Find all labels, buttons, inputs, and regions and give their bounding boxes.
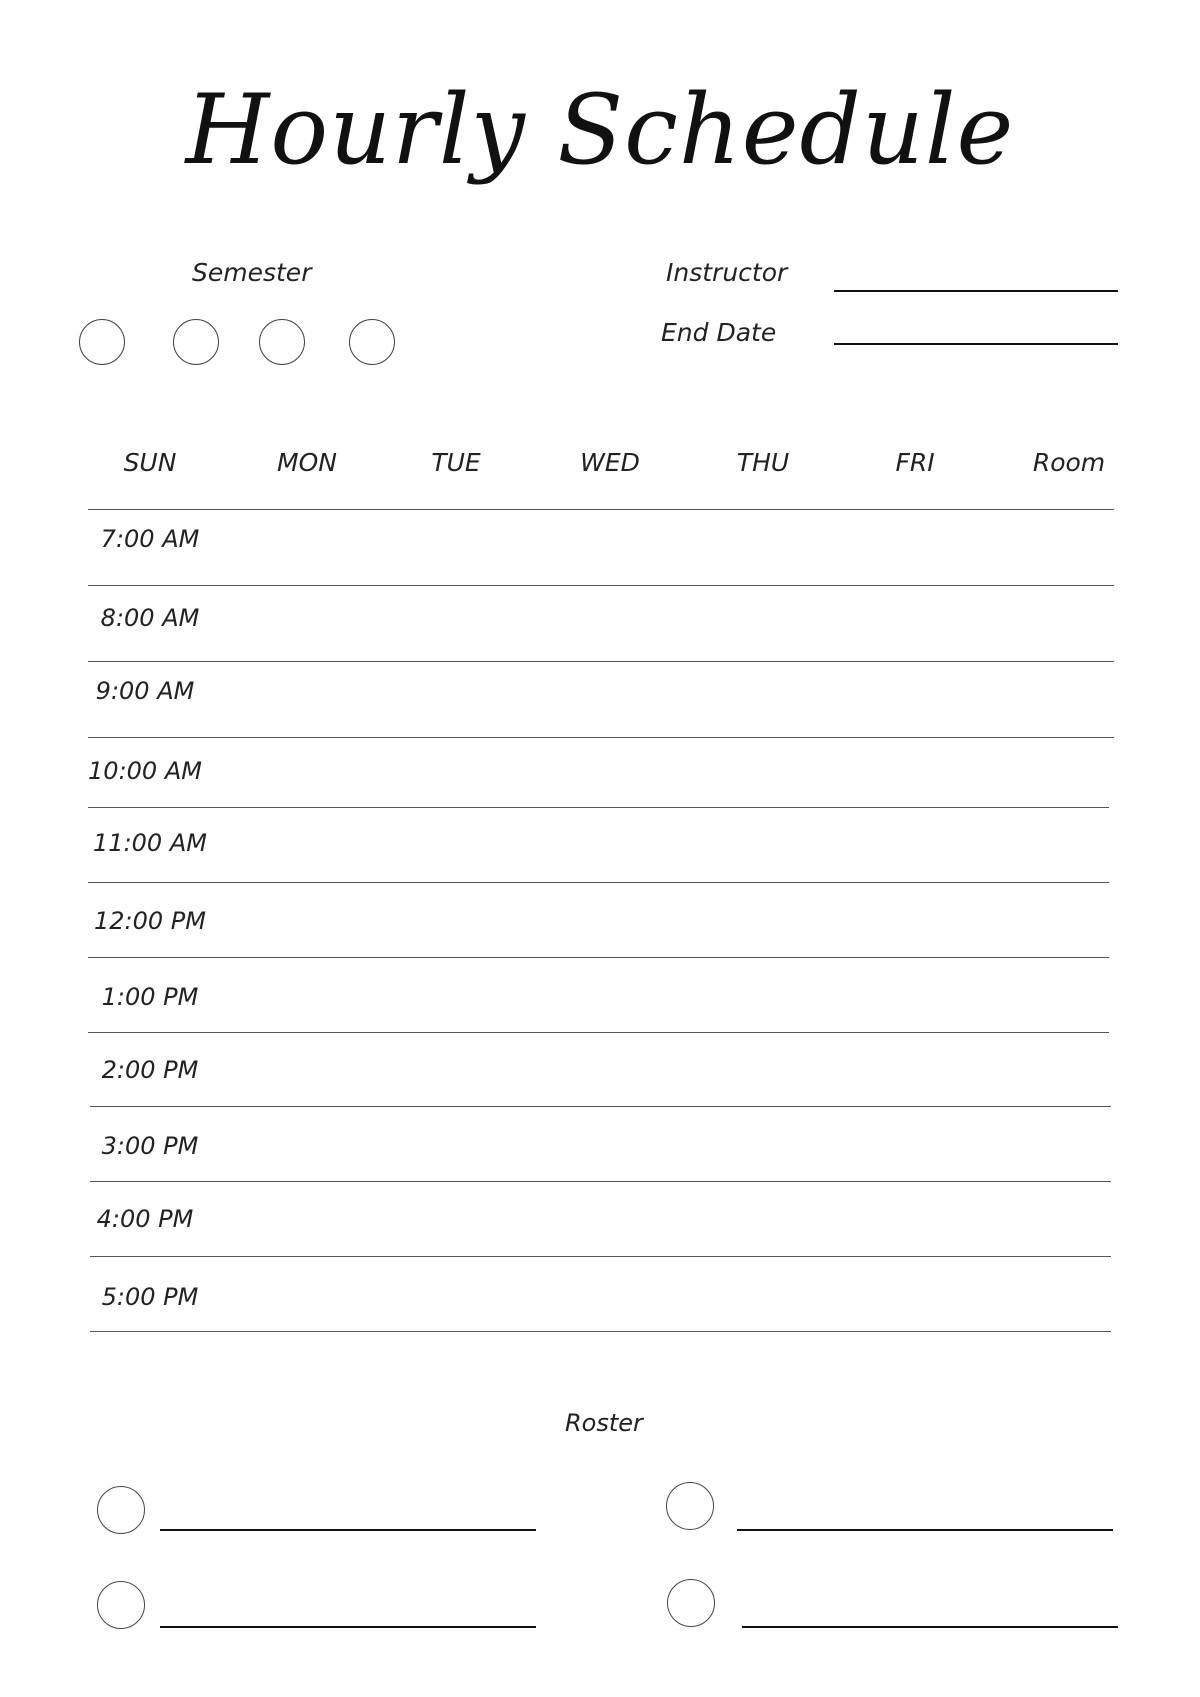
column-header-fri: FRI	[895, 448, 935, 477]
row-divider	[90, 1106, 1111, 1107]
roster-entry-2[interactable]	[737, 1529, 1113, 1531]
time-slot-label: 10:00 AM	[88, 757, 202, 785]
row-divider	[90, 1331, 1111, 1332]
row-divider	[88, 661, 1114, 662]
roster-entry-1[interactable]	[160, 1529, 536, 1531]
end-date-label: End Date	[661, 318, 777, 347]
column-header-mon: MON	[277, 448, 337, 477]
roster-entry-4[interactable]	[742, 1626, 1118, 1628]
semester-label: Semester	[192, 258, 312, 287]
time-slot-label: 1:00 PM	[101, 983, 199, 1011]
row-divider	[88, 1032, 1109, 1033]
time-slot-label: 11:00 AM	[93, 829, 207, 857]
instructor-label: Instructor	[666, 258, 788, 287]
time-slot-label: 8:00 AM	[100, 604, 200, 632]
row-divider	[88, 882, 1109, 883]
row-divider	[88, 737, 1114, 738]
time-slot-label: 7:00 AM	[100, 525, 200, 553]
row-divider	[88, 807, 1109, 808]
row-divider	[90, 1256, 1111, 1257]
page-title: Hourly Schedule	[185, 74, 1015, 186]
time-slot-label: 9:00 AM	[95, 677, 195, 705]
semester-checkbox-2[interactable]	[173, 319, 219, 365]
time-slot-label: 12:00 PM	[94, 907, 206, 935]
end-date-field[interactable]	[834, 343, 1118, 345]
instructor-field[interactable]	[834, 290, 1118, 292]
roster-entry-3[interactable]	[160, 1626, 536, 1628]
roster-checkbox-4[interactable]	[667, 1579, 715, 1627]
row-divider	[88, 585, 1114, 586]
time-slot-label: 5:00 PM	[101, 1283, 199, 1311]
column-header-room: Room	[1032, 448, 1106, 477]
time-slot-label: 2:00 PM	[101, 1056, 199, 1084]
column-header-sun: SUN	[123, 448, 177, 477]
column-header-wed: WED	[580, 448, 640, 477]
time-slot-label: 3:00 PM	[101, 1132, 199, 1160]
semester-checkbox-4[interactable]	[349, 319, 395, 365]
column-header-thu: THU	[736, 448, 790, 477]
semester-checkbox-1[interactable]	[79, 319, 125, 365]
roster-checkbox-2[interactable]	[666, 1482, 714, 1530]
roster-label: Roster	[565, 1409, 643, 1437]
time-slot-label: 4:00 PM	[96, 1205, 194, 1233]
roster-checkbox-3[interactable]	[97, 1581, 145, 1629]
roster-checkbox-1[interactable]	[97, 1486, 145, 1534]
row-divider	[88, 509, 1114, 510]
semester-checkbox-3[interactable]	[259, 319, 305, 365]
row-divider	[90, 1181, 1111, 1182]
row-divider	[88, 957, 1109, 958]
column-header-tue: TUE	[431, 448, 481, 477]
